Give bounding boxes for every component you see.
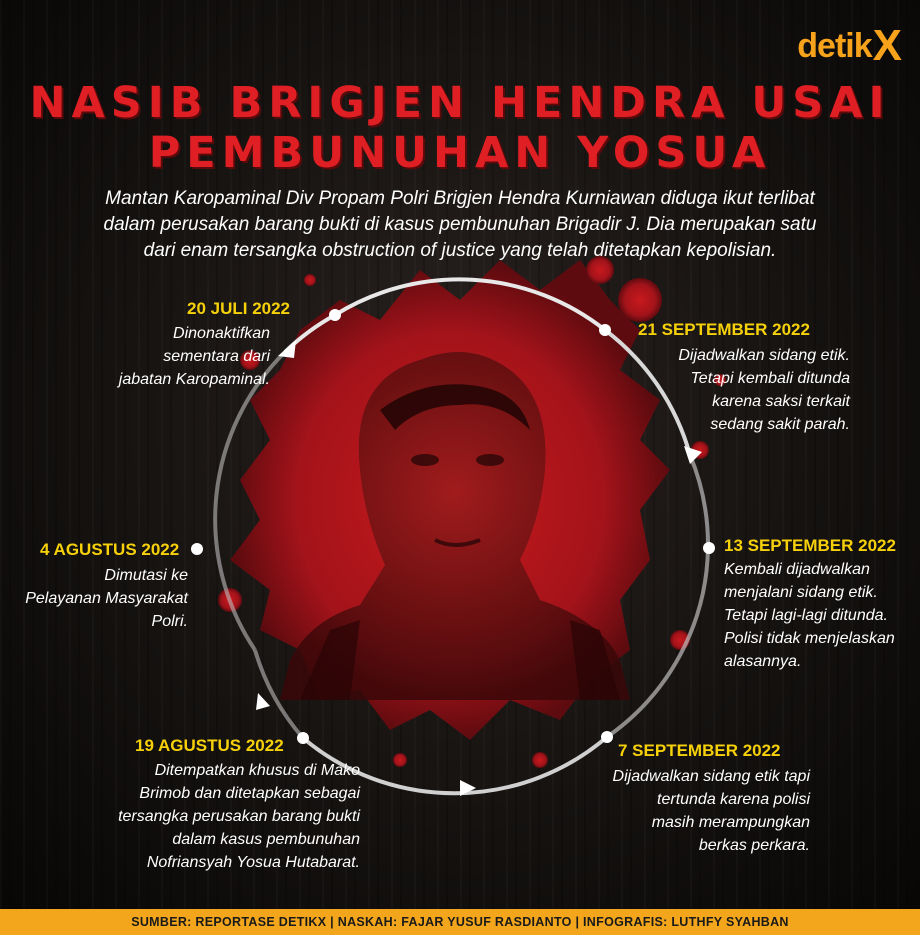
intro-paragraph	[60, 186, 860, 264]
detikx-logo	[797, 21, 902, 70]
event-description: Dijadwalkan sidang etik tapi tertunda karena polisi masih merampungkan berkas perkara.	[612, 768, 810, 854]
event-description: Dijadwalkan sidang etik. Tetapi kembali ditunda karena saksi terkait sedang sakit parah.	[678, 347, 850, 433]
credits-footer: SUMBER: REPORTASE DETIKX | NASKAH: FAJAR YUSUF RASDIANTO | INFOGRAFIS: LUTHFY SYAHBAN	[0, 909, 920, 935]
event-date: 20 JULI 2022	[187, 299, 291, 318]
title-line-2: PEMBUNUHAN YOSUA	[148, 128, 772, 178]
timeline-dot	[297, 732, 309, 744]
event-description: Dimutasi ke Pelayanan Masyarakat Polri.	[25, 567, 188, 630]
logo-x: X	[872, 21, 902, 70]
event-description: Dinonaktifkan sementara dari jabatan Karopaminal.	[118, 325, 270, 388]
intro-line: dalam perusakan barang bukti di kasus pembunuhan Brigadir J. Dia merupakan satu	[103, 214, 817, 235]
timeline-dot	[599, 324, 611, 336]
logo-text: detik	[797, 26, 872, 65]
arrow-head-icon	[278, 340, 296, 358]
arrow-head-icon	[256, 693, 270, 710]
event-date: 19 AGUSTUS 2022	[135, 736, 284, 755]
timeline-dot	[703, 542, 715, 554]
event-date: 4 AGUSTUS 2022	[40, 540, 180, 559]
event-date: 13 SEPTEMBER 2022	[724, 536, 896, 555]
event-date: 7 SEPTEMBER 2022	[618, 741, 781, 760]
event-description: Ditempatkan khusus di Mako Brimob dan ditetapkan sebagai tersangka perusakan barang bukti dalam kasus pembunuhan Nofriansyah Yosua Hutabarat.	[118, 762, 360, 871]
timeline-dot	[191, 543, 203, 555]
event-description: Kembali dijadwalkan menjalani sidang etik. Tetapi lagi-lagi ditunda. Polisi tidak menjelaskan alasannya.	[724, 561, 895, 670]
event-date: 21 SEPTEMBER 2022	[638, 320, 810, 339]
title-line-1: NASIB BRIGJEN HENDRA USAI	[29, 78, 891, 128]
intro-line: dari enam tersangka obstruction of justice yang telah ditetapkan kepolisian.	[143, 240, 777, 261]
timeline-dot	[329, 309, 341, 321]
timeline-dot	[601, 731, 613, 743]
intro-line: Mantan Karopaminal Div Propam Polri Brigjen Hendra Kurniawan diduga ikut terlibat	[105, 188, 815, 209]
